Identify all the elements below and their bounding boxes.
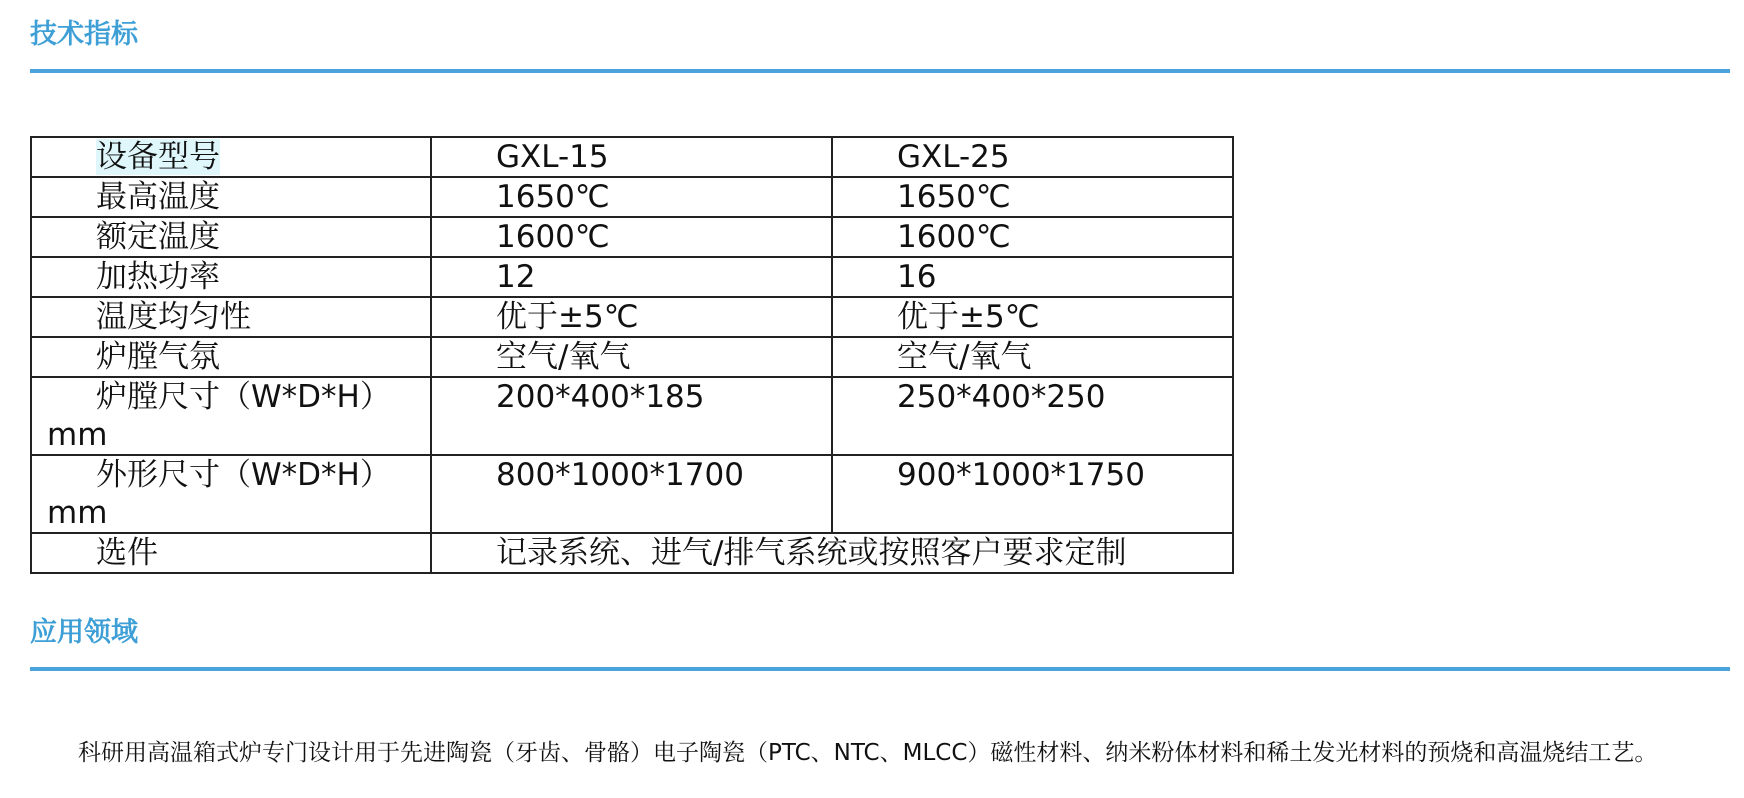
table-row: [31, 337, 1233, 377]
row-label: 选件: [31, 533, 431, 573]
application-description: 科研用高温箱式炉专门设计用于先进陶瓷（牙齿、骨骼）电子陶瓷（PTC、NTC、MLCC）磁性材料、纳米粉体材料和稀土发光材料的预烧和高温烧结工艺。: [78, 740, 1658, 766]
table-row: [31, 455, 1233, 533]
row-label-text: 设备型号: [96, 139, 220, 175]
row-value-gxl25: GXL-25: [832, 137, 1233, 177]
row-value-gxl25: 900*1000*1750: [832, 455, 1233, 533]
section-divider-application: [30, 667, 1730, 671]
table-row: [31, 137, 1233, 177]
row-value-gxl15: 优于±5℃: [431, 297, 832, 337]
row-value-gxl15: GXL-15: [431, 137, 832, 177]
row-value-gxl25: 1600℃: [832, 217, 1233, 257]
table-row: [31, 257, 1233, 297]
row-value-gxl25: 250*400*250: [832, 377, 1233, 455]
row-value-gxl15: 1600℃: [431, 217, 832, 257]
spec-table: [30, 136, 1234, 574]
row-label: 最高温度: [31, 177, 431, 217]
table-row: [31, 217, 1233, 257]
row-value-gxl15: 1650℃: [431, 177, 832, 217]
table-row: [31, 297, 1233, 337]
row-value-options: 记录系统、进气/排气系统或按照客户要求定制: [431, 533, 1233, 573]
section-divider-specs: [30, 69, 1730, 73]
section-title-application: 应用领域: [30, 617, 138, 648]
row-value-gxl25: 16: [832, 257, 1233, 297]
section-title-specs: 技术指标: [30, 19, 138, 50]
row-label: 温度均匀性: [31, 297, 431, 337]
row-label: 加热功率: [31, 257, 431, 297]
row-label: 炉膛尺寸（W*D*H）mm: [31, 377, 431, 455]
table-row: [31, 177, 1233, 217]
row-value-gxl15: 空气/氧气: [431, 337, 832, 377]
row-value-gxl25: 优于±5℃: [832, 297, 1233, 337]
table-row: [31, 533, 1233, 573]
row-value-gxl25: 1650℃: [832, 177, 1233, 217]
row-value-gxl15: 800*1000*1700: [431, 455, 832, 533]
row-value-gxl15: 200*400*185: [431, 377, 832, 455]
table-row: [31, 377, 1233, 455]
row-label: 额定温度: [31, 217, 431, 257]
row-value-gxl25: 空气/氧气: [832, 337, 1233, 377]
row-label: 炉膛气氛: [31, 337, 431, 377]
row-label: 外形尺寸（W*D*H）mm: [31, 455, 431, 533]
row-label: [31, 137, 431, 177]
row-value-gxl15: 12: [431, 257, 832, 297]
